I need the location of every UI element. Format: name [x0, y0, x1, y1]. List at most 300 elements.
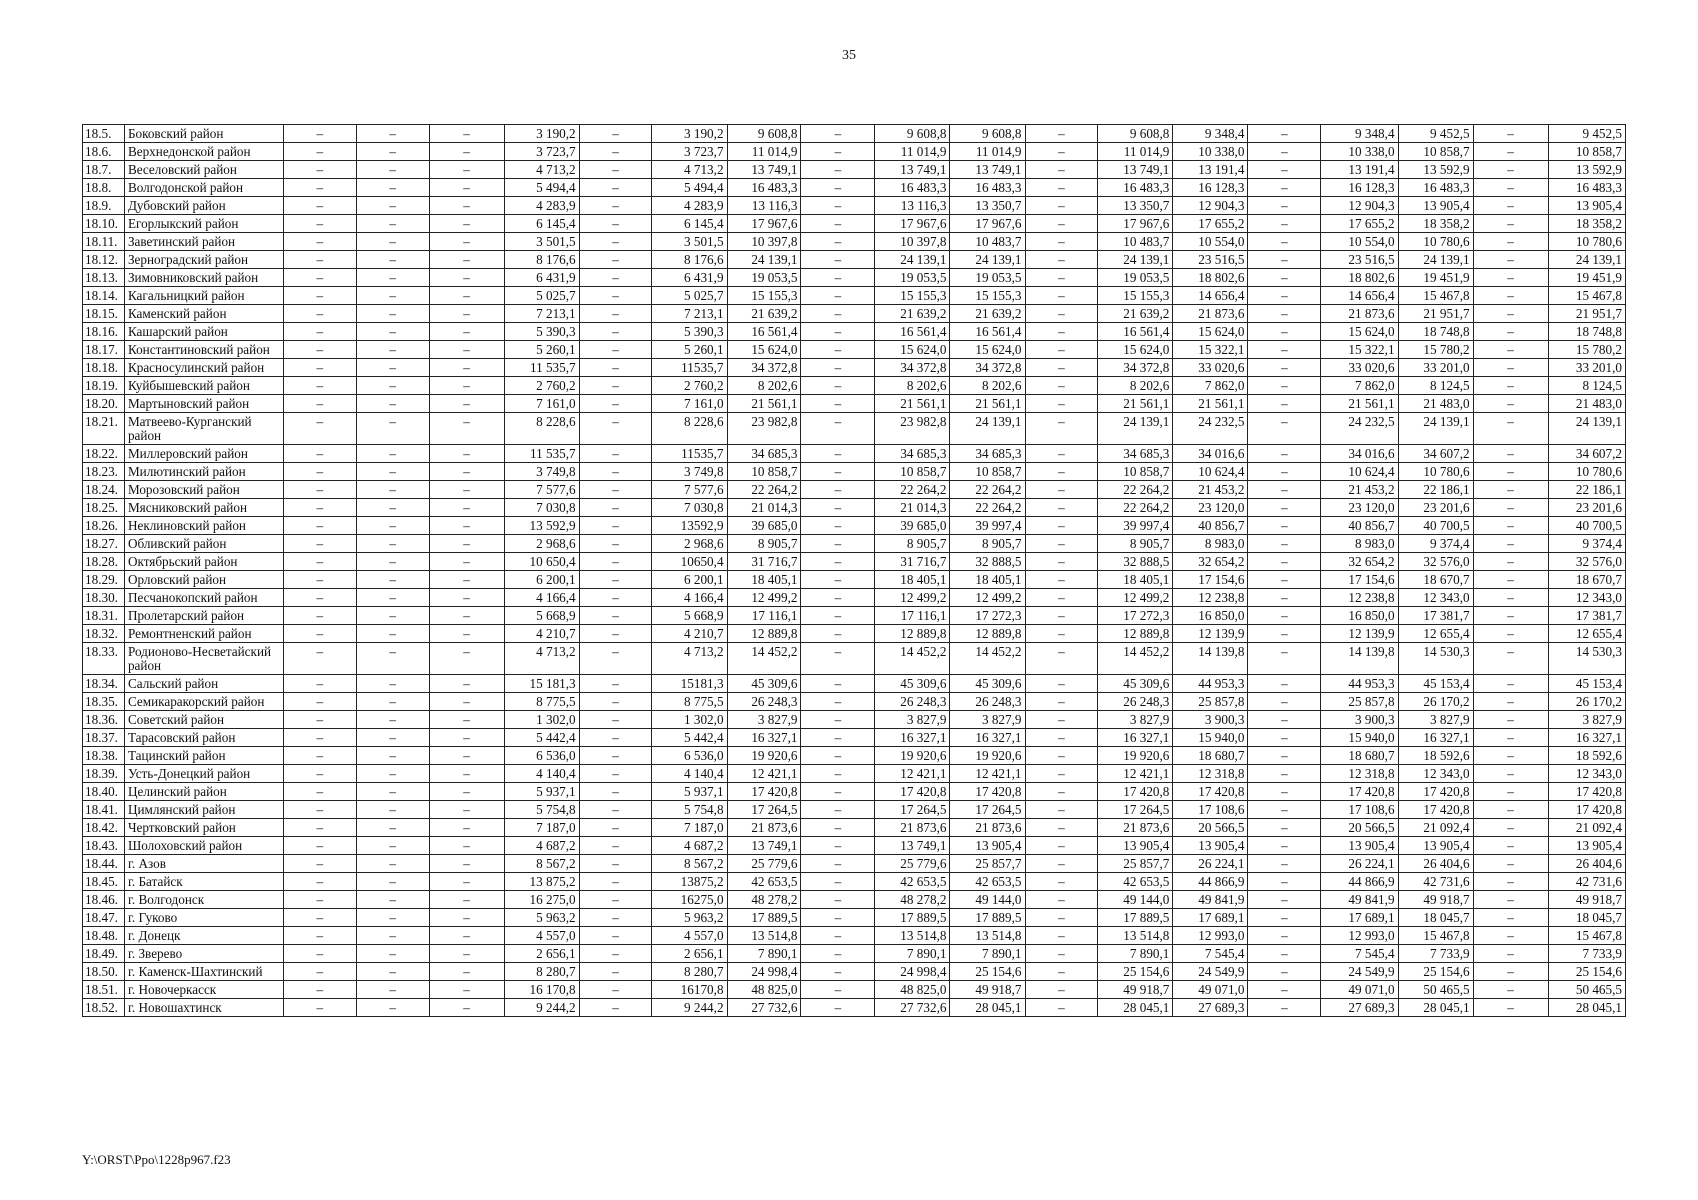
value-cell: 32 654,2: [1321, 553, 1398, 571]
value-cell: 13 905,4: [1398, 197, 1473, 215]
value-cell: 17 108,6: [1173, 801, 1248, 819]
empty-value-cell: –: [579, 269, 652, 287]
empty-value-cell: –: [356, 305, 429, 323]
empty-value-cell: –: [356, 445, 429, 463]
empty-value-cell: –: [356, 711, 429, 729]
value-cell: 7 030,8: [652, 499, 727, 517]
row-number-cell: 18.19.: [83, 377, 125, 395]
empty-value-cell: –: [579, 377, 652, 395]
value-cell: 34 685,3: [727, 445, 801, 463]
value-cell: 22 264,2: [1098, 481, 1173, 499]
empty-value-cell: –: [579, 251, 652, 269]
value-cell: 42 731,6: [1398, 873, 1473, 891]
empty-value-cell: –: [801, 981, 875, 999]
row-number-cell: 18.33.: [83, 643, 125, 675]
empty-value-cell: –: [1248, 675, 1321, 693]
value-cell: 26 404,6: [1398, 855, 1473, 873]
value-cell: 12 904,3: [1173, 197, 1248, 215]
value-cell: 18 045,7: [1398, 909, 1473, 927]
empty-value-cell: –: [356, 801, 429, 819]
value-cell: 25 857,8: [1173, 693, 1248, 711]
value-cell: 17 264,5: [875, 801, 950, 819]
table-row: [83, 927, 1626, 945]
empty-value-cell: –: [1025, 161, 1098, 179]
district-name-cell: Матвеево-Курганский район: [124, 413, 283, 445]
empty-value-cell: –: [801, 801, 875, 819]
empty-value-cell: –: [283, 927, 356, 945]
value-cell: 13 592,9: [504, 517, 579, 535]
empty-value-cell: –: [579, 571, 652, 589]
value-cell: 23 982,8: [727, 413, 801, 445]
value-cell: 10 397,8: [875, 233, 950, 251]
value-cell: 12 421,1: [1098, 765, 1173, 783]
value-cell: 21 873,6: [1098, 819, 1173, 837]
value-cell: 21 453,2: [1173, 481, 1248, 499]
district-name-cell: Морозовский район: [124, 481, 283, 499]
empty-value-cell: –: [1473, 233, 1548, 251]
value-cell: 15 624,0: [727, 341, 801, 359]
empty-value-cell: –: [283, 607, 356, 625]
row-number-cell: 18.49.: [83, 945, 125, 963]
empty-value-cell: –: [1248, 945, 1321, 963]
value-cell: 26 224,1: [1173, 855, 1248, 873]
value-cell: 17 381,7: [1548, 607, 1625, 625]
value-cell: 12 499,2: [1098, 589, 1173, 607]
empty-value-cell: –: [579, 711, 652, 729]
value-cell: 19 053,5: [950, 269, 1025, 287]
empty-value-cell: –: [579, 305, 652, 323]
empty-value-cell: –: [1248, 927, 1321, 945]
empty-value-cell: –: [283, 571, 356, 589]
empty-value-cell: –: [801, 711, 875, 729]
value-cell: 17 420,8: [1321, 783, 1398, 801]
value-cell: 34 685,3: [950, 445, 1025, 463]
value-cell: 17 689,1: [1321, 909, 1398, 927]
empty-value-cell: –: [801, 909, 875, 927]
value-cell: 42 731,6: [1548, 873, 1625, 891]
empty-value-cell: –: [429, 927, 504, 945]
empty-value-cell: –: [283, 269, 356, 287]
empty-value-cell: –: [1473, 161, 1548, 179]
value-cell: 7 862,0: [1321, 377, 1398, 395]
empty-value-cell: –: [1025, 873, 1098, 891]
value-cell: 15 467,8: [1548, 287, 1625, 305]
value-cell: 24 139,1: [727, 251, 801, 269]
empty-value-cell: –: [1248, 413, 1321, 445]
empty-value-cell: –: [579, 287, 652, 305]
empty-value-cell: –: [283, 801, 356, 819]
value-cell: 15 624,0: [1173, 323, 1248, 341]
empty-value-cell: –: [283, 729, 356, 747]
empty-value-cell: –: [283, 855, 356, 873]
value-cell: 17 154,6: [1173, 571, 1248, 589]
value-cell: 8 567,2: [504, 855, 579, 873]
value-cell: 17 889,5: [950, 909, 1025, 927]
value-cell: 4 210,7: [652, 625, 727, 643]
empty-value-cell: –: [579, 783, 652, 801]
value-cell: 13 905,4: [1173, 837, 1248, 855]
value-cell: 18 670,7: [1548, 571, 1625, 589]
value-cell: 31 716,7: [727, 553, 801, 571]
value-cell: 49 144,0: [1098, 891, 1173, 909]
value-cell: 13875,2: [652, 873, 727, 891]
empty-value-cell: –: [1025, 215, 1098, 233]
table-row: [83, 535, 1626, 553]
empty-value-cell: –: [1473, 463, 1548, 481]
value-cell: 34 685,3: [1098, 445, 1173, 463]
table-row: [83, 891, 1626, 909]
value-cell: 17 116,1: [875, 607, 950, 625]
value-cell: 8 124,5: [1398, 377, 1473, 395]
value-cell: 18 680,7: [1321, 747, 1398, 765]
empty-value-cell: –: [429, 711, 504, 729]
empty-value-cell: –: [429, 981, 504, 999]
value-cell: 21 873,6: [727, 819, 801, 837]
empty-value-cell: –: [356, 463, 429, 481]
value-cell: 24 139,1: [1548, 251, 1625, 269]
table-row: [83, 341, 1626, 359]
value-cell: 9 244,2: [652, 999, 727, 1017]
value-cell: 8 228,6: [504, 413, 579, 445]
district-name-cell: г. Новошахтинск: [124, 999, 283, 1017]
value-cell: 8 228,6: [652, 413, 727, 445]
empty-value-cell: –: [356, 269, 429, 287]
empty-value-cell: –: [801, 625, 875, 643]
empty-value-cell: –: [1473, 607, 1548, 625]
value-cell: 40 856,7: [1173, 517, 1248, 535]
value-cell: 13 514,8: [875, 927, 950, 945]
empty-value-cell: –: [429, 643, 504, 675]
value-cell: 49 071,0: [1173, 981, 1248, 999]
value-cell: 21 561,1: [875, 395, 950, 413]
empty-value-cell: –: [579, 891, 652, 909]
value-cell: 18 405,1: [950, 571, 1025, 589]
table-row: [83, 765, 1626, 783]
value-cell: 34 685,3: [875, 445, 950, 463]
row-number-cell: 18.15.: [83, 305, 125, 323]
value-cell: 11535,7: [652, 359, 727, 377]
empty-value-cell: –: [1248, 981, 1321, 999]
empty-value-cell: –: [429, 341, 504, 359]
row-number-cell: 18.9.: [83, 197, 125, 215]
empty-value-cell: –: [429, 693, 504, 711]
empty-value-cell: –: [801, 873, 875, 891]
empty-value-cell: –: [429, 891, 504, 909]
empty-value-cell: –: [356, 323, 429, 341]
empty-value-cell: –: [1473, 891, 1548, 909]
value-cell: 34 016,6: [1173, 445, 1248, 463]
value-cell: 8 176,6: [504, 251, 579, 269]
value-cell: 7 890,1: [1098, 945, 1173, 963]
value-cell: 13 592,9: [1398, 161, 1473, 179]
value-cell: 3 723,7: [504, 143, 579, 161]
value-cell: 4 557,0: [652, 927, 727, 945]
empty-value-cell: –: [801, 927, 875, 945]
value-cell: 12 421,1: [875, 765, 950, 783]
value-cell: 17 420,8: [875, 783, 950, 801]
empty-value-cell: –: [1473, 517, 1548, 535]
row-number-cell: 18.28.: [83, 553, 125, 571]
empty-value-cell: –: [1025, 801, 1098, 819]
value-cell: 33 201,0: [1548, 359, 1625, 377]
district-name-cell: Семикаракорский район: [124, 693, 283, 711]
value-cell: 26 170,2: [1548, 693, 1625, 711]
row-number-cell: 18.31.: [83, 607, 125, 625]
value-cell: 16 483,3: [727, 179, 801, 197]
value-cell: 17 655,2: [1321, 215, 1398, 233]
value-cell: 21 561,1: [1321, 395, 1398, 413]
value-cell: 24 232,5: [1173, 413, 1248, 445]
empty-value-cell: –: [429, 729, 504, 747]
table-row: [83, 945, 1626, 963]
value-cell: 14 139,8: [1173, 643, 1248, 675]
value-cell: 7 545,4: [1173, 945, 1248, 963]
value-cell: 42 653,5: [727, 873, 801, 891]
value-cell: 14 656,4: [1321, 287, 1398, 305]
value-cell: 21 561,1: [727, 395, 801, 413]
empty-value-cell: –: [579, 837, 652, 855]
value-cell: 8 905,7: [1098, 535, 1173, 553]
empty-value-cell: –: [283, 643, 356, 675]
value-cell: 34 016,6: [1321, 445, 1398, 463]
empty-value-cell: –: [801, 643, 875, 675]
empty-value-cell: –: [429, 873, 504, 891]
value-cell: 16 850,0: [1173, 607, 1248, 625]
empty-value-cell: –: [356, 251, 429, 269]
empty-value-cell: –: [801, 413, 875, 445]
empty-value-cell: –: [283, 287, 356, 305]
value-cell: 24 232,5: [1321, 413, 1398, 445]
district-name-cell: г. Батайск: [124, 873, 283, 891]
empty-value-cell: –: [1248, 801, 1321, 819]
row-number-cell: 18.24.: [83, 481, 125, 499]
table-row: [83, 909, 1626, 927]
value-cell: 13 191,4: [1321, 161, 1398, 179]
value-cell: 17 420,8: [950, 783, 1025, 801]
empty-value-cell: –: [1025, 927, 1098, 945]
value-cell: 5 937,1: [652, 783, 727, 801]
value-cell: 12 904,3: [1321, 197, 1398, 215]
empty-value-cell: –: [1248, 463, 1321, 481]
value-cell: 7 213,1: [652, 305, 727, 323]
district-name-cell: Красносулинский район: [124, 359, 283, 377]
empty-value-cell: –: [356, 233, 429, 251]
value-cell: 23 201,6: [1398, 499, 1473, 517]
value-cell: 17 967,6: [727, 215, 801, 233]
value-cell: 15 624,0: [1098, 341, 1173, 359]
empty-value-cell: –: [579, 625, 652, 643]
value-cell: 7 161,0: [504, 395, 579, 413]
empty-value-cell: –: [1248, 341, 1321, 359]
value-cell: 16 483,3: [1398, 179, 1473, 197]
value-cell: 10650,4: [652, 553, 727, 571]
value-cell: 26 248,3: [875, 693, 950, 711]
row-number-cell: 18.44.: [83, 855, 125, 873]
empty-value-cell: –: [1025, 481, 1098, 499]
value-cell: 5 937,1: [504, 783, 579, 801]
empty-value-cell: –: [356, 161, 429, 179]
empty-value-cell: –: [356, 927, 429, 945]
value-cell: 22 264,2: [1098, 499, 1173, 517]
empty-value-cell: –: [801, 553, 875, 571]
empty-value-cell: –: [429, 161, 504, 179]
empty-value-cell: –: [1473, 729, 1548, 747]
value-cell: 50 465,5: [1548, 981, 1625, 999]
row-number-cell: 18.7.: [83, 161, 125, 179]
table-row: [83, 625, 1626, 643]
value-cell: 7 213,1: [504, 305, 579, 323]
empty-value-cell: –: [579, 233, 652, 251]
empty-value-cell: –: [1248, 855, 1321, 873]
district-name-cell: Тарасовский район: [124, 729, 283, 747]
empty-value-cell: –: [429, 999, 504, 1017]
value-cell: 18 592,6: [1548, 747, 1625, 765]
table-row: [83, 499, 1626, 517]
district-name-cell: Милютинский район: [124, 463, 283, 481]
value-cell: 21 561,1: [1098, 395, 1173, 413]
empty-value-cell: –: [1473, 499, 1548, 517]
value-cell: 5 390,3: [652, 323, 727, 341]
empty-value-cell: –: [801, 517, 875, 535]
empty-value-cell: –: [1025, 571, 1098, 589]
empty-value-cell: –: [283, 999, 356, 1017]
empty-value-cell: –: [429, 125, 504, 143]
empty-value-cell: –: [429, 143, 504, 161]
empty-value-cell: –: [1248, 251, 1321, 269]
value-cell: 9 452,5: [1548, 125, 1625, 143]
value-cell: 26 248,3: [950, 693, 1025, 711]
value-cell: 45 309,6: [727, 675, 801, 693]
empty-value-cell: –: [429, 909, 504, 927]
empty-value-cell: –: [429, 783, 504, 801]
empty-value-cell: –: [429, 963, 504, 981]
value-cell: 10 780,6: [1548, 233, 1625, 251]
value-cell: 18 405,1: [727, 571, 801, 589]
empty-value-cell: –: [283, 323, 356, 341]
value-cell: 12 499,2: [875, 589, 950, 607]
empty-value-cell: –: [1248, 963, 1321, 981]
empty-value-cell: –: [801, 945, 875, 963]
value-cell: 9 374,4: [1398, 535, 1473, 553]
value-cell: 50 465,5: [1398, 981, 1473, 999]
empty-value-cell: –: [801, 463, 875, 481]
empty-value-cell: –: [356, 395, 429, 413]
value-cell: 39 997,4: [950, 517, 1025, 535]
value-cell: 9 608,8: [727, 125, 801, 143]
empty-value-cell: –: [356, 747, 429, 765]
value-cell: 17 108,6: [1321, 801, 1398, 819]
empty-value-cell: –: [283, 481, 356, 499]
table-row: [83, 607, 1626, 625]
empty-value-cell: –: [429, 675, 504, 693]
empty-value-cell: –: [1025, 607, 1098, 625]
value-cell: 12 238,8: [1321, 589, 1398, 607]
empty-value-cell: –: [801, 963, 875, 981]
value-cell: 15 467,8: [1548, 927, 1625, 945]
empty-value-cell: –: [1025, 125, 1098, 143]
value-cell: 4 283,9: [652, 197, 727, 215]
value-cell: 16 483,3: [950, 179, 1025, 197]
value-cell: 27 732,6: [875, 999, 950, 1017]
empty-value-cell: –: [1025, 233, 1098, 251]
value-cell: 7 577,6: [652, 481, 727, 499]
value-cell: 23 516,5: [1173, 251, 1248, 269]
district-name-cell: Волгодонской район: [124, 179, 283, 197]
row-number-cell: 18.25.: [83, 499, 125, 517]
empty-value-cell: –: [1248, 359, 1321, 377]
district-name-cell: Октябрьский район: [124, 553, 283, 571]
empty-value-cell: –: [1473, 909, 1548, 927]
district-name-cell: Заветинский район: [124, 233, 283, 251]
value-cell: 8 775,5: [504, 693, 579, 711]
empty-value-cell: –: [1025, 891, 1098, 909]
empty-value-cell: –: [429, 413, 504, 445]
empty-value-cell: –: [579, 963, 652, 981]
value-cell: 5 442,4: [504, 729, 579, 747]
empty-value-cell: –: [579, 999, 652, 1017]
row-number-cell: 18.30.: [83, 589, 125, 607]
value-cell: 15 155,3: [727, 287, 801, 305]
table-row: [83, 999, 1626, 1017]
value-cell: 3 900,3: [1173, 711, 1248, 729]
empty-value-cell: –: [801, 215, 875, 233]
value-cell: 6 431,9: [504, 269, 579, 287]
value-cell: 6 200,1: [504, 571, 579, 589]
table-row: [83, 517, 1626, 535]
empty-value-cell: –: [356, 179, 429, 197]
value-cell: 4 210,7: [504, 625, 579, 643]
empty-value-cell: –: [429, 571, 504, 589]
district-name-cell: Зерноградский район: [124, 251, 283, 269]
empty-value-cell: –: [801, 359, 875, 377]
value-cell: 12 343,0: [1548, 589, 1625, 607]
value-cell: 49 918,7: [950, 981, 1025, 999]
value-cell: 17 967,6: [1098, 215, 1173, 233]
empty-value-cell: –: [356, 729, 429, 747]
value-cell: 24 998,4: [875, 963, 950, 981]
value-cell: 19 053,5: [727, 269, 801, 287]
value-cell: 49 071,0: [1321, 981, 1398, 999]
empty-value-cell: –: [579, 535, 652, 553]
value-cell: 8 176,6: [652, 251, 727, 269]
row-number-cell: 18.41.: [83, 801, 125, 819]
empty-value-cell: –: [1025, 553, 1098, 571]
empty-value-cell: –: [429, 801, 504, 819]
empty-value-cell: –: [1248, 161, 1321, 179]
value-cell: 13 514,8: [727, 927, 801, 945]
empty-value-cell: –: [579, 395, 652, 413]
value-cell: 10 780,6: [1398, 463, 1473, 481]
value-cell: 22 264,2: [950, 499, 1025, 517]
value-cell: 9 374,4: [1548, 535, 1625, 553]
district-name-cell: Верхнедонской район: [124, 143, 283, 161]
value-cell: 9 608,8: [875, 125, 950, 143]
value-cell: 34 372,8: [875, 359, 950, 377]
value-cell: 9 244,2: [504, 999, 579, 1017]
value-cell: 25 154,6: [1548, 963, 1625, 981]
value-cell: 25 857,7: [950, 855, 1025, 873]
value-cell: 39 997,4: [1098, 517, 1173, 535]
empty-value-cell: –: [801, 891, 875, 909]
empty-value-cell: –: [356, 891, 429, 909]
value-cell: 21 951,7: [1398, 305, 1473, 323]
table-row: [83, 819, 1626, 837]
empty-value-cell: –: [1025, 197, 1098, 215]
value-cell: 13 749,1: [875, 837, 950, 855]
value-cell: 17 420,8: [727, 783, 801, 801]
empty-value-cell: –: [801, 499, 875, 517]
value-cell: 15 940,0: [1173, 729, 1248, 747]
